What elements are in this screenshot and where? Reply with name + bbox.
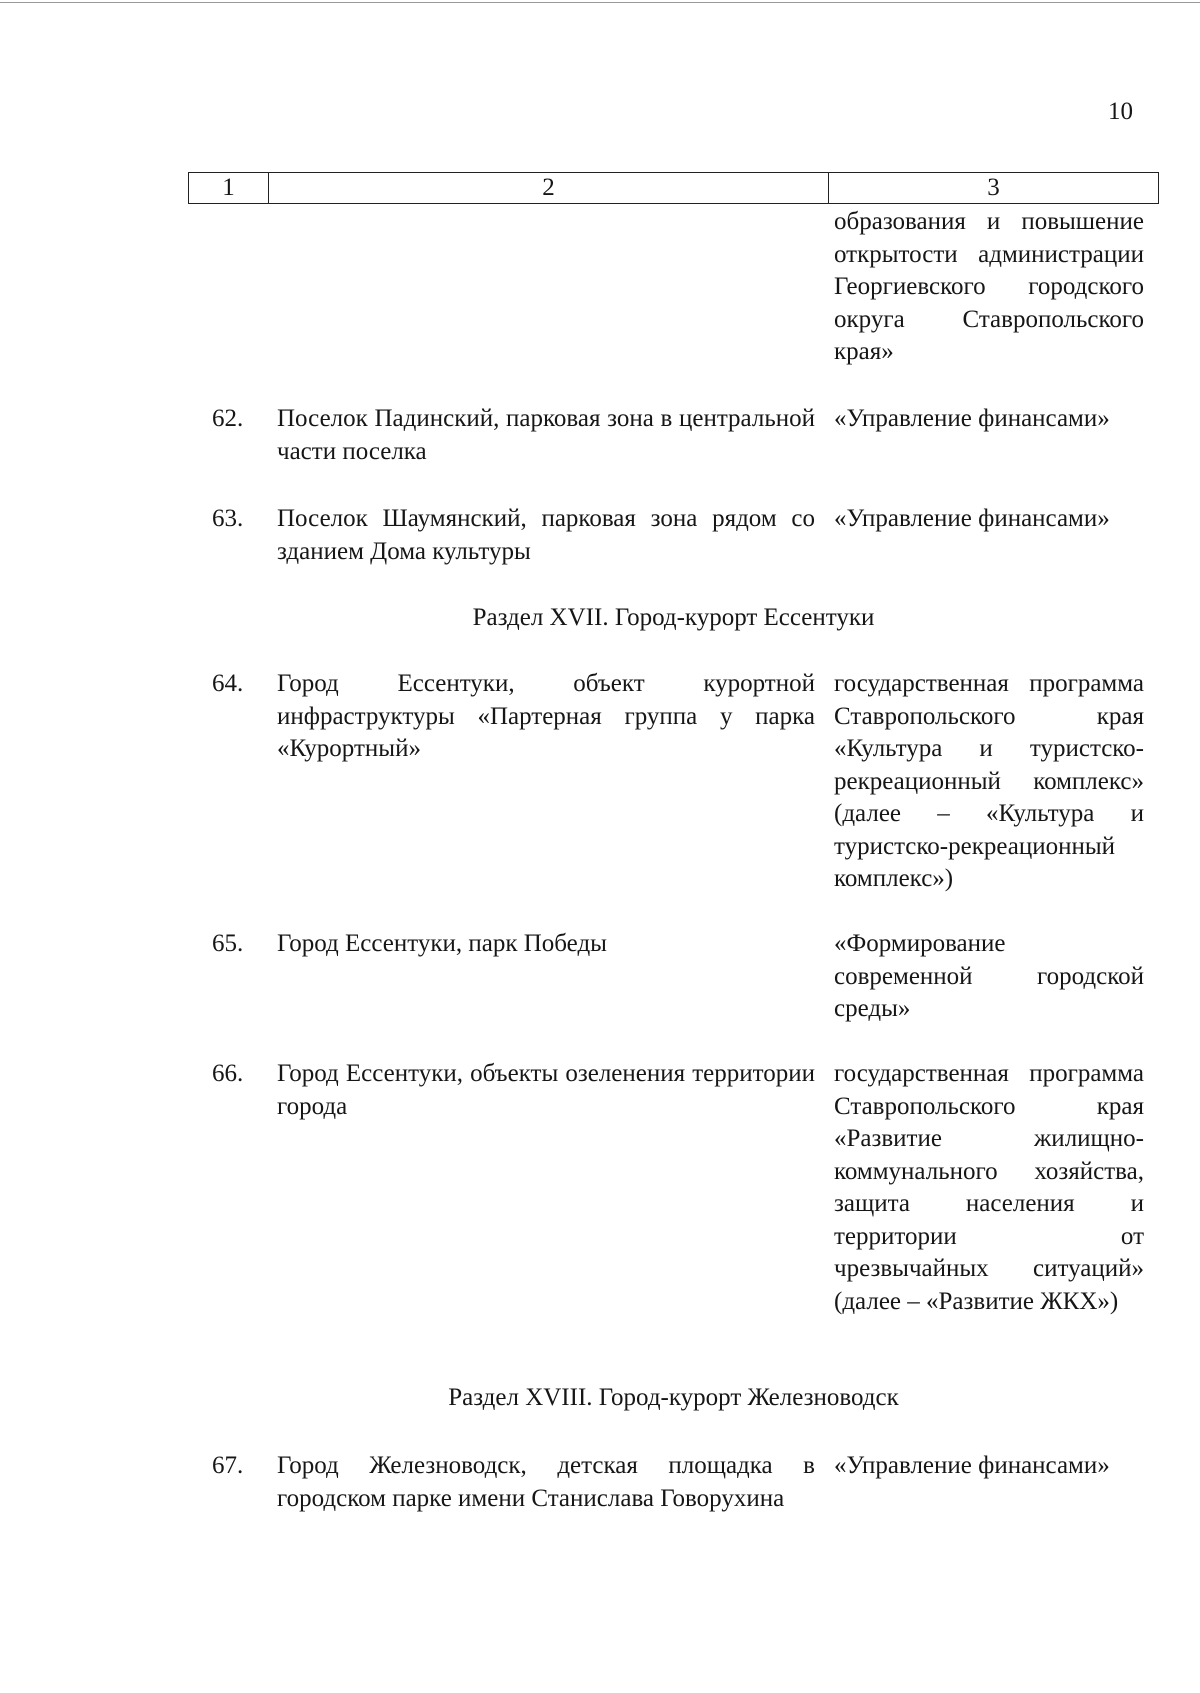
place-cell: Поселок Падинский, парковая зона в центральной части поселка	[277, 405, 815, 465]
row-number: 66.	[212, 1060, 244, 1087]
column-header-1: 1	[189, 173, 269, 203]
row-number: 64.	[212, 670, 244, 697]
table-header-row	[188, 172, 1159, 204]
column-header-3: 3	[987, 174, 1000, 201]
row-number: 67.	[212, 1452, 244, 1479]
program-cell: государственная программа Ставропольского края «Развитие жилищно-коммунального хозяйства, защита населения и территории от чрезвычайных ситуаций» (далее – «Развитие ЖКХ»)	[834, 1060, 1144, 1315]
row-number: 63.	[212, 505, 244, 532]
place-cell: Город Ессентуки, парк Победы	[277, 930, 607, 957]
section-heading-xvii: Раздел XVII. Город-курорт Ессентуки	[472, 604, 875, 631]
section-heading-xviii: Раздел XVIII. Город-курорт Железноводск	[448, 1384, 899, 1411]
place-cell: Город Ессентуки, объект курортной инфраструктуры «Партерная группа у парка «Курортный»	[277, 670, 815, 762]
program-cell: «Управление финансами»	[834, 1452, 1110, 1479]
program-cell: «Управление финансами»	[834, 405, 1110, 432]
program-cell: государственная программа Ставропольского края «Культура и туристско-рекреационный комплекс» (далее – «Культура и туристско-рекреационный комплекс»)	[834, 670, 1144, 892]
place-cell: Город Ессентуки, объекты озеленения территории города	[277, 1060, 815, 1120]
program-cell: «Формирование современной городской среды»	[834, 930, 1144, 1022]
row-number: 65.	[212, 930, 244, 957]
column-header-2: 2	[269, 173, 829, 203]
place-cell: Город Железноводск, детская площадка в городском парке имени Станислава Говорухина	[277, 1452, 815, 1512]
page-top-border	[0, 2, 1200, 3]
place-cell: Поселок Шаумянский, парковая зона рядом со зданием Дома культуры	[277, 505, 815, 565]
row-number: 62.	[212, 405, 244, 432]
program-cell: «Управление финансами»	[834, 505, 1110, 532]
page-number: 10	[1108, 98, 1133, 125]
program-cell: образования и повышение открытости администрации Георгиевского городского округа Ставропольского края»	[834, 208, 1144, 365]
